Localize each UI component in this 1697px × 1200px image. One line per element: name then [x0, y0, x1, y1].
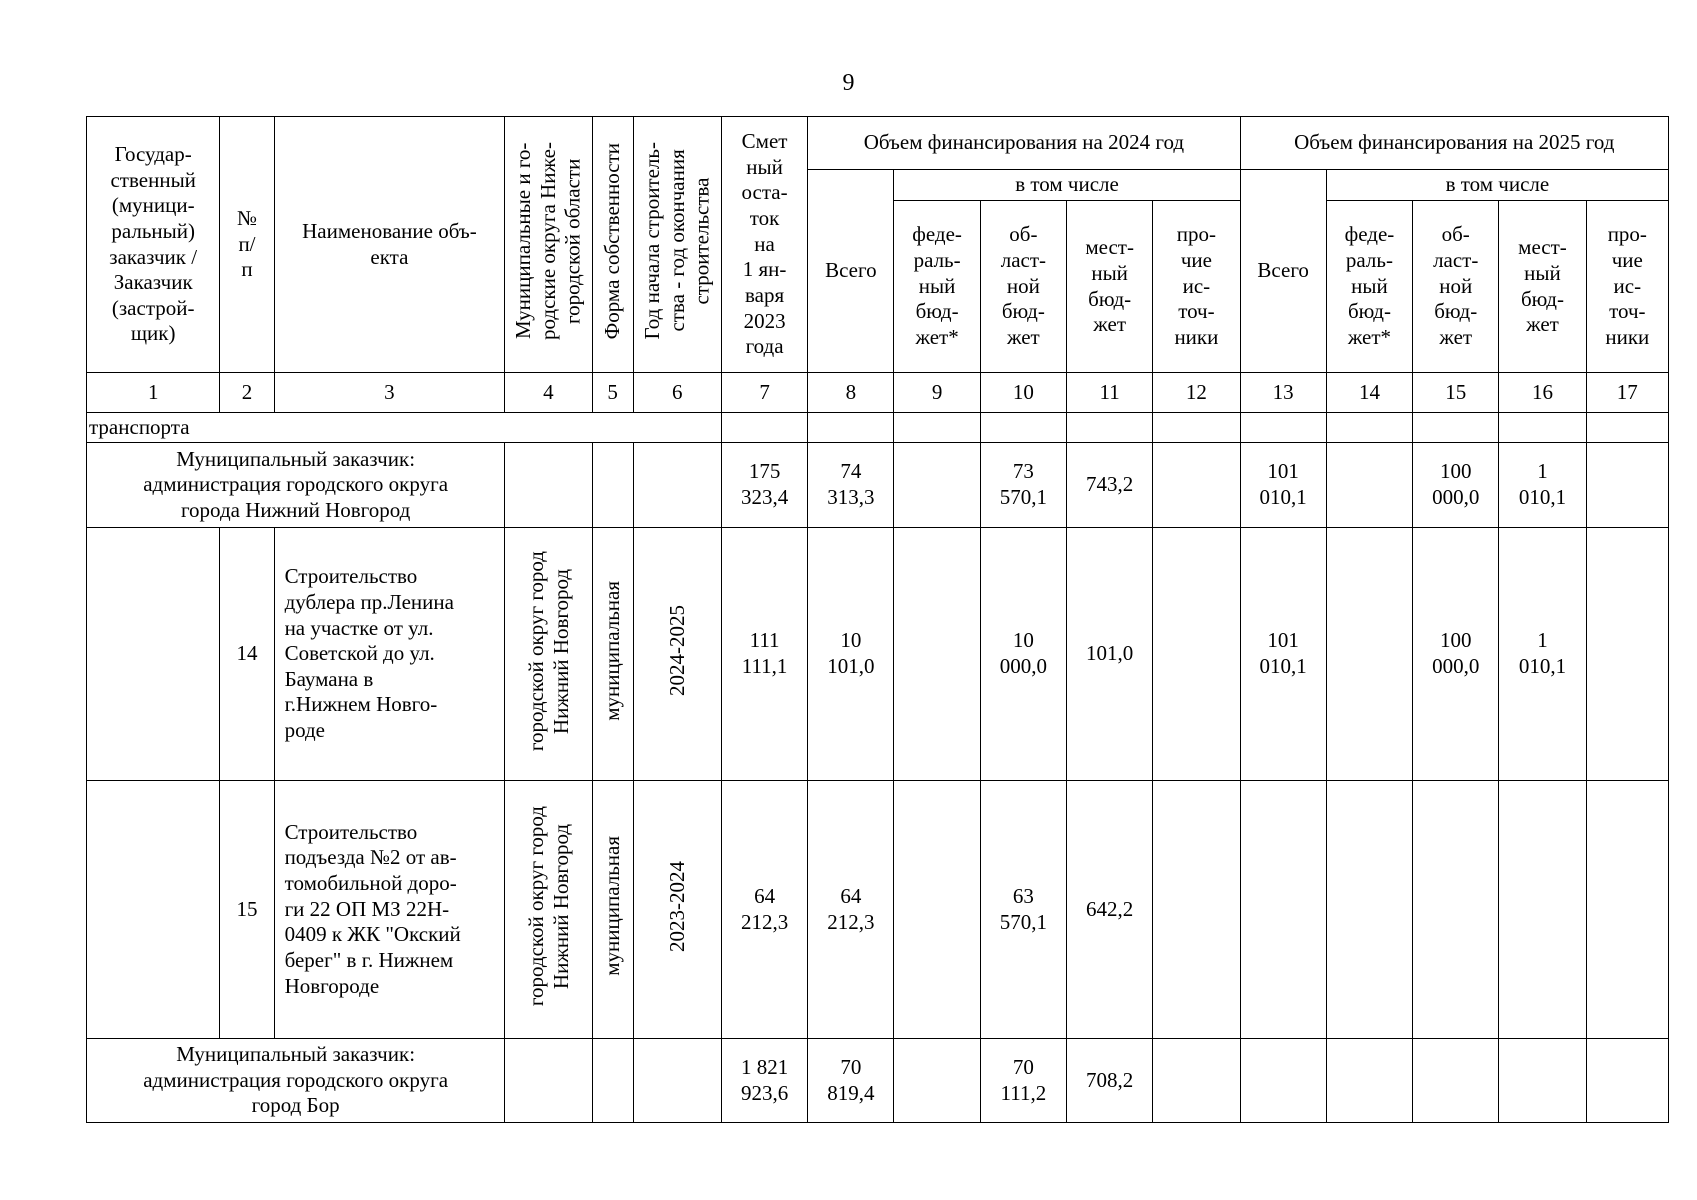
- header-num: № п/ п: [220, 117, 274, 373]
- header-regional-2024: об- ласт- ной бюд- жет: [980, 201, 1066, 373]
- col-number: 13: [1240, 373, 1326, 413]
- header-total-2025: Всего: [1240, 170, 1326, 373]
- header-ownership: Форма собственности: [592, 117, 633, 373]
- regional-2024-cell: 10 000,0: [980, 528, 1066, 781]
- total-2024-cell: 64 212,3: [808, 781, 894, 1039]
- regional-2024-cell: 63 570,1: [980, 781, 1066, 1039]
- header-estimate: Смет ный оста- ток на 1 ян- варя 2023 года: [721, 117, 807, 373]
- header-other-2025: про- чие ис- точ- ники: [1586, 201, 1668, 373]
- estimate-cell: 1 821 923,6: [721, 1039, 807, 1123]
- header-including-2024: в том числе: [894, 170, 1240, 201]
- estimate-cell: 175 323,4: [721, 443, 807, 528]
- header-local-2024: мест- ный бюд- жет: [1067, 201, 1153, 373]
- object-name: Строительство дублера пр.Ленина на участке от ул. Советской до ул. Баумана в г.Нижнем Новго- роде: [274, 528, 505, 781]
- group-customer: Муниципальный заказчик: администрация городского округа города Нижний Новгород: [87, 443, 505, 528]
- estimate-cell: 64 212,3: [721, 781, 807, 1039]
- col-number: 17: [1586, 373, 1668, 413]
- municipality-cell: городской округ город Нижний Новгород: [505, 528, 592, 781]
- column-numbers-row: [87, 373, 1669, 413]
- header-municipality: Муниципальные и го- родские округа Ниже- городской области: [505, 117, 592, 373]
- header-federal-2024: феде- раль- ный бюд- жет*: [894, 201, 980, 373]
- regional-2024-cell: 70 111,2: [980, 1039, 1066, 1123]
- col-number: 9: [894, 373, 980, 413]
- regional-2025-cell: 100 000,0: [1413, 443, 1499, 528]
- group-row-nn: [87, 443, 1669, 528]
- col-number: 6: [633, 373, 721, 413]
- row-number: 14: [220, 528, 274, 781]
- local-2025-cell: 1 010,1: [1499, 528, 1586, 781]
- header-years: Год начала строитель- ства - год окончания строительства: [633, 117, 721, 373]
- table-row-15: [87, 781, 1669, 1039]
- local-2024-cell: 101,0: [1067, 528, 1153, 781]
- ownership-cell: муниципальная: [592, 528, 633, 781]
- header-total-2024: Всего: [808, 170, 894, 373]
- header-other-2024: про- чие ис- точ- ники: [1153, 201, 1240, 373]
- col-number: 8: [808, 373, 894, 413]
- financing-table: [86, 116, 1669, 1123]
- col-number: 12: [1153, 373, 1240, 413]
- header-federal-2025: феде- раль- ный бюд- жет*: [1326, 201, 1412, 373]
- local-2025-cell: 1 010,1: [1499, 443, 1586, 528]
- header-customer: Государ- ственный (муници- pальный) заказчик / Заказчик (застрой- щик): [87, 117, 220, 373]
- total-2025-cell: 101 010,1: [1240, 443, 1326, 528]
- ownership-cell: муниципальная: [592, 781, 633, 1039]
- local-2024-cell: 642,2: [1067, 781, 1153, 1039]
- header-fin-2024: Объем финансирования на 2024 год: [808, 117, 1240, 170]
- regional-2025-cell: 100 000,0: [1413, 528, 1499, 781]
- estimate-cell: 111 111,1: [721, 528, 807, 781]
- col-number: 14: [1326, 373, 1412, 413]
- header-including-2025: в том числе: [1326, 170, 1668, 201]
- col-number: 11: [1067, 373, 1153, 413]
- total-2025-cell: 101 010,1: [1240, 528, 1326, 781]
- total-2024-cell: 70 819,4: [808, 1039, 894, 1123]
- col-number: 2: [220, 373, 274, 413]
- group-customer: Муниципальный заказчик: администрация городского округа город Бор: [87, 1039, 505, 1123]
- header-local-2025: мест- ный бюд- жет: [1499, 201, 1586, 373]
- group-row-bor: [87, 1039, 1669, 1123]
- years-cell: 2024-2025: [633, 528, 721, 781]
- regional-2024-cell: 73 570,1: [980, 443, 1066, 528]
- col-number: 10: [980, 373, 1066, 413]
- page-number: 9: [842, 70, 855, 96]
- col-number: 1: [87, 373, 220, 413]
- col-number: 15: [1413, 373, 1499, 413]
- local-2024-cell: 708,2: [1067, 1039, 1153, 1123]
- years-cell: 2023-2024: [633, 781, 721, 1039]
- section-row: [87, 413, 1669, 443]
- header-object-name: Наименование объ- екта: [274, 117, 505, 373]
- total-2024-cell: 74 313,3: [808, 443, 894, 528]
- local-2024-cell: 743,2: [1067, 443, 1153, 528]
- total-2024-cell: 10 101,0: [808, 528, 894, 781]
- col-number: 5: [592, 373, 633, 413]
- table-row-14: [87, 528, 1669, 781]
- row-number: 15: [220, 781, 274, 1039]
- col-number: 7: [721, 373, 807, 413]
- col-number: 4: [505, 373, 592, 413]
- col-number: 16: [1499, 373, 1586, 413]
- municipality-cell: городской округ город Нижний Новгород: [505, 781, 592, 1039]
- object-name: Строительство подъезда №2 от ав- томобильной доро- ги 22 ОП МЗ 22Н- 0409 к ЖК "Окский берег" в г. Нижнем Новгороде: [274, 781, 505, 1039]
- header-regional-2025: об- ласт- ной бюд- жет: [1413, 201, 1499, 373]
- section-title: транспорта: [87, 413, 722, 443]
- col-number: 3: [274, 373, 505, 413]
- header-fin-2025: Объем финансирования на 2025 год: [1240, 117, 1668, 170]
